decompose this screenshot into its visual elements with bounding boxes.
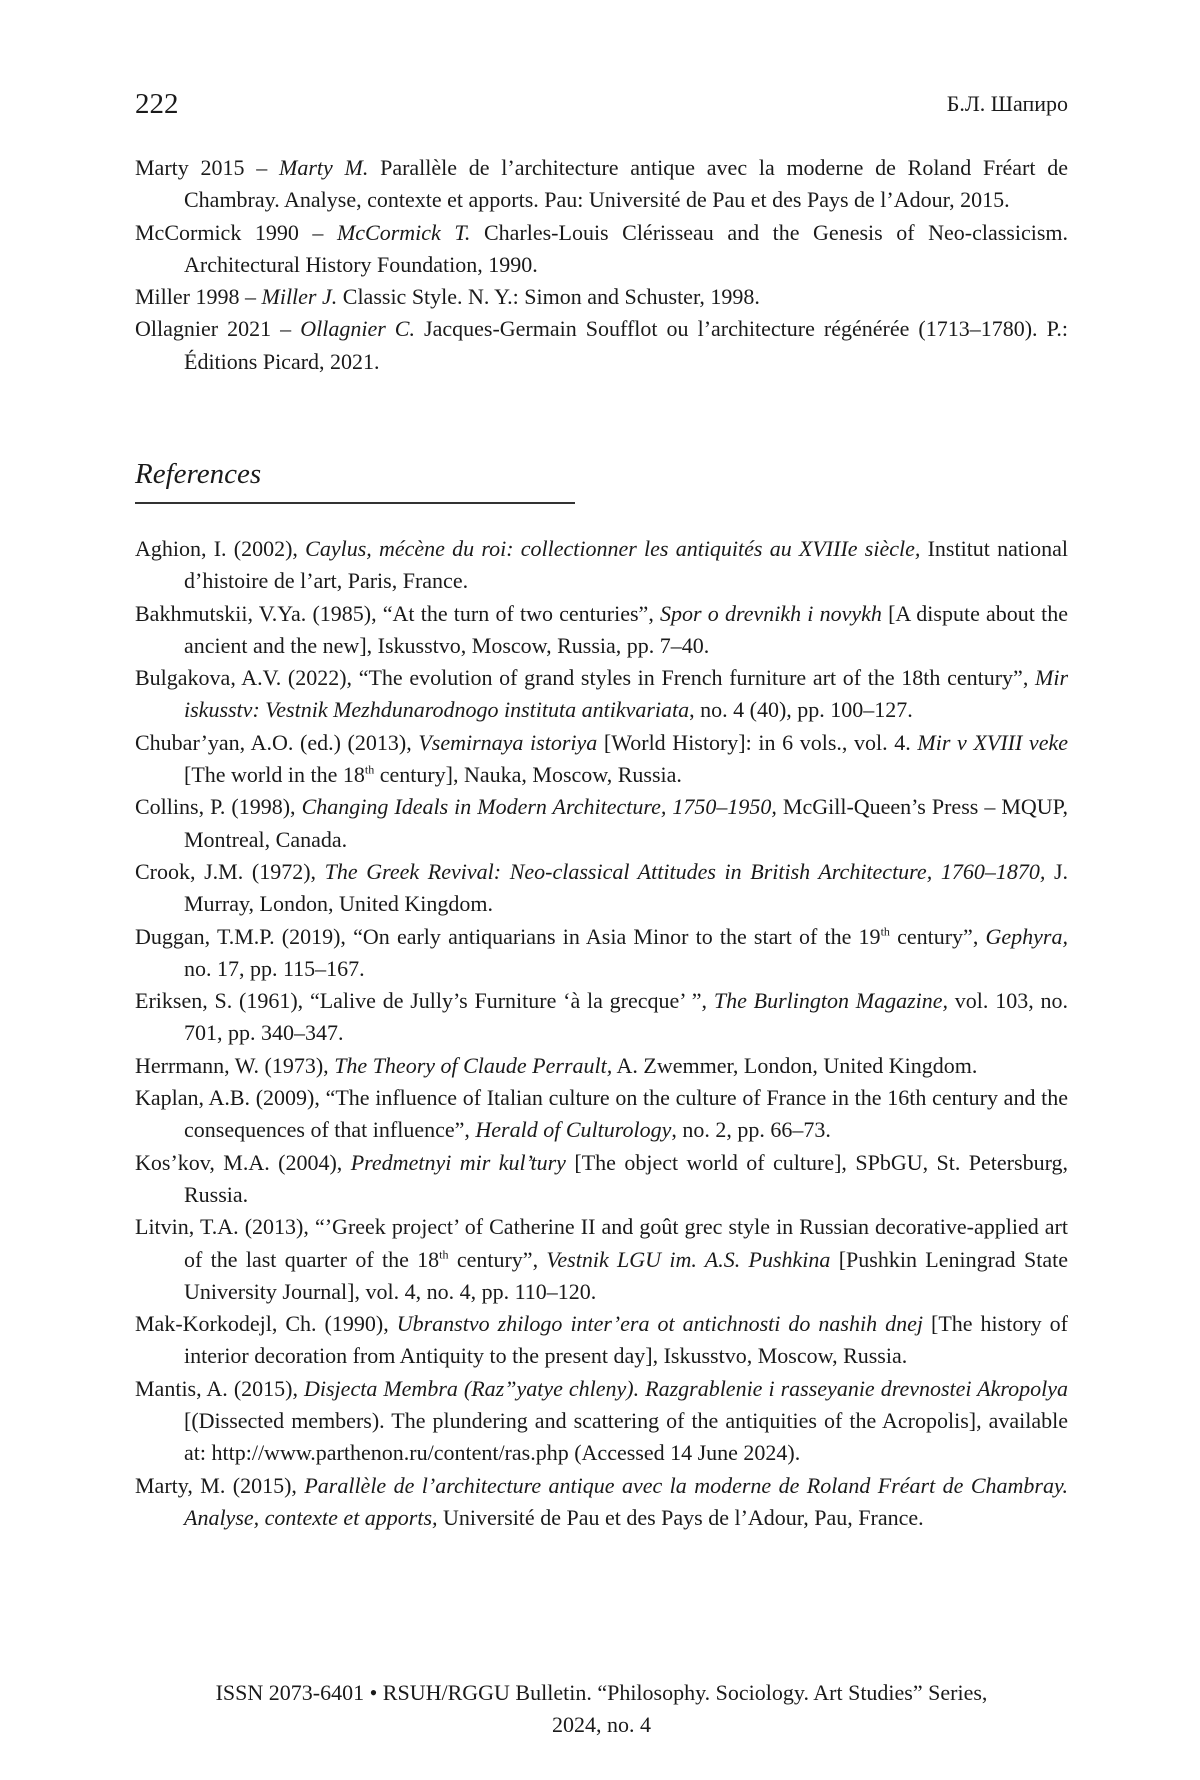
reference-text: Mantis, A. (2015), (135, 1376, 304, 1401)
reference-text: , no. 4 (40), pp. 100–127. (689, 697, 913, 722)
reference-italic-title: Mir v XVIII veke (917, 730, 1068, 755)
reference-entry (135, 727, 1068, 792)
reference-text: Crook, J.M. (1972), (135, 859, 325, 884)
reference-italic-title: Spor o drevnikh i novykh (660, 601, 882, 626)
reference-text: Parallèle de l’architecture antique avec la moderne de Roland Fréart de Chambray. Analyse, contexte et apports. Pau: Université de Pau et des Pays de l’Adour, 2015. (184, 155, 1068, 212)
page-number: 222 (135, 88, 179, 121)
reference-text: [The object world of culture], SPbGU, St. Petersburg, Russia. (184, 1150, 1068, 1207)
reference-text: Litvin, T.A. (2013), “’Greek project’ of Catherine II and goût grec style in Russian decorative-applied art of the last quarter of the 18 (135, 1214, 1068, 1271)
reference-text: Université de Pau et des Pays de l’Adour, Pau, France. (438, 1505, 924, 1530)
reference-text: [(Dissected members). The plundering and scattering of the antiquities of the Acropolis], available at: http://www.parthenon.ru/content/ras.php (Accessed 14 June 2024). (184, 1408, 1068, 1465)
reference-text: Bakhmutskii, V.Ya. (1985), “At the turn of two centuries”, (135, 601, 660, 626)
reference-entry (135, 533, 1068, 598)
reference-italic-title: Ubranstvo zhilogo inter’era ot antichnosti do nashih dnej (397, 1311, 923, 1336)
reference-text: Eriksen, S. (1961), “Lalive de Jully’s Furniture ‘à la grecque’ ”, (135, 988, 714, 1013)
reference-entry (135, 1147, 1068, 1212)
reference-text: vol. 103, no. 701, pp. 340–347. (184, 988, 1068, 1045)
reference-entry (135, 313, 1068, 378)
reference-entry (135, 152, 1068, 217)
footer-issue-line: 2024, no. 4 (135, 1709, 1068, 1741)
reference-italic-title: The Greek Revival: Neo-classical Attitudes in British Architecture, 1760–1870, (325, 859, 1046, 884)
reference-entry (135, 1308, 1068, 1373)
reference-entry (135, 1050, 1068, 1082)
reference-text: Ollagnier 2021 – (135, 316, 300, 341)
reference-text: Bulgakova, A.V. (2022), “The evolution of grand styles in French furniture art of the 18th century”, (135, 665, 1035, 690)
reference-text: Mak-Korkodejl, Ch. (1990), (135, 1311, 397, 1336)
reference-text: McGill-Queen’s Press – MQUP, Montreal, Canada. (184, 794, 1068, 851)
reference-text: Aghion, I. (2002), (135, 536, 305, 561)
reference-entry (135, 856, 1068, 921)
reference-text: Marty, M. (2015), (135, 1473, 304, 1498)
reference-text: Collins, P. (1998), (135, 794, 302, 819)
reference-text: J. Murray, London, United Kingdom. (184, 859, 1068, 916)
reference-text: century], Nauka, Moscow, Russia. (374, 762, 682, 787)
ordinal-superscript: th (365, 763, 374, 777)
english-reference-list (135, 533, 1068, 1534)
reference-text: Institut national d’histoire de l’art, Paris, France. (184, 536, 1068, 593)
reference-text: Kos’kov, M.A. (2004), (135, 1150, 351, 1175)
reference-italic-title: Mir iskusstv: Vestnik Mezhdunarodnogo instituta antikvariata (184, 665, 1068, 722)
reference-entry (135, 1082, 1068, 1147)
reference-text: Jacques-Germain Soufflot ou l’architecture régénérée (1713–1780). P.: Éditions Picard, 2021. (184, 316, 1068, 373)
reference-italic-title: Ollagnier C. (300, 316, 415, 341)
reference-italic-title: Vsemirnaya istoriya (418, 730, 597, 755)
reference-entry (135, 985, 1068, 1050)
reference-italic-title: Vestnik LGU im. A.S. Pushkina (546, 1247, 830, 1272)
reference-italic-title: Gephyra, (986, 924, 1068, 949)
reference-text: McCormick 1990 – (135, 220, 337, 245)
reference-text: Classic Style. N. Y.: Simon and Schuster, 1998. (337, 284, 760, 309)
ordinal-superscript: th (439, 1247, 448, 1261)
reference-text: , no. 2, pp. 66–73. (671, 1117, 831, 1142)
reference-italic-title: The Burlington Magazine, (714, 988, 948, 1013)
reference-italic-title: Changing Ideals in Modern Architecture, 1750–1950, (302, 794, 777, 819)
reference-text: Chubar’yan, A.O. (ed.) (2013), (135, 730, 418, 755)
reference-text: [A dispute about the ancient and the new], Iskusstvo, Moscow, Russia, pp. 7–40. (184, 601, 1068, 658)
reference-italic-title: The Theory of Claude Perrault, (334, 1053, 612, 1078)
reference-text: Marty 2015 – (135, 155, 279, 180)
reference-text: no. 17, pp. 115–167. (184, 956, 365, 981)
reference-text: Kaplan, A.B. (2009), “The influence of Italian culture on the culture of France in the 16th century and the consequences of that influence”, (135, 1085, 1068, 1142)
reference-entry (135, 662, 1068, 727)
reference-italic-title: Caylus, mécène du roi: collectionner les antiquités au XVIIIe siècle, (305, 536, 920, 561)
reference-text: Herrmann, W. (1973), (135, 1053, 334, 1078)
running-head-author: Б.Л. Шапиро (947, 91, 1068, 117)
reference-text: [The world in the 18 (184, 762, 365, 787)
page-header (135, 88, 1068, 120)
heading-underline-divider (135, 502, 575, 504)
footer-journal-line: ISSN 2073-6401 • RSUH/RGGU Bulletin. “Philosophy. Sociology. Art Studies” Series, (135, 1677, 1068, 1709)
russian-reference-list (135, 152, 1068, 378)
reference-entry (135, 217, 1068, 282)
reference-entry (135, 1470, 1068, 1535)
reference-entry (135, 1373, 1068, 1470)
reference-entry (135, 1211, 1068, 1308)
reference-text: [World History]: in 6 vols., vol. 4. (597, 730, 917, 755)
reference-italic-title: Predmetnyi mir kul’tury (351, 1150, 566, 1175)
reference-text: A. Zwemmer, London, United Kingdom. (612, 1053, 977, 1078)
reference-entry (135, 281, 1068, 313)
reference-italic-title: Parallèle de l’architecture antique avec la moderne de Roland Fréart de Chambray. Analyse, contexte et apports, (184, 1473, 1068, 1530)
reference-text: [The history of interior decoration from Antiquity to the present day], Iskusstvo, Moscow, Russia. (184, 1311, 1068, 1368)
reference-text: century”, (449, 1247, 547, 1272)
reference-italic-title: Marty M. (279, 155, 368, 180)
reference-italic-title: Miller J. (262, 284, 338, 309)
page-footer (135, 1677, 1068, 1741)
reference-entry (135, 921, 1068, 986)
reference-text: century”, (890, 924, 986, 949)
reference-entry (135, 791, 1068, 856)
reference-italic-title: Disjecta Membra (Raz”yatye chleny). Razgrablenie i rasseyanie drevnostei Akropolya (304, 1376, 1068, 1401)
reference-text: Charles-Louis Clérisseau and the Genesis of Neo-classicism. Architectural History Foundation, 1990. (184, 220, 1068, 277)
ordinal-superscript: th (881, 924, 890, 938)
reference-italic-title: Herald of Culturology (475, 1117, 671, 1142)
reference-italic-title: McCormick T. (337, 220, 471, 245)
reference-text: [Pushkin Leningrad State University Journal], vol. 4, no. 4, pp. 110–120. (184, 1247, 1068, 1304)
reference-entry (135, 598, 1068, 663)
reference-text: Duggan, T.M.P. (2019), “On early antiquarians in Asia Minor to the start of the 19 (135, 924, 881, 949)
references-heading: References (135, 458, 261, 491)
reference-text: Miller 1998 – (135, 284, 262, 309)
